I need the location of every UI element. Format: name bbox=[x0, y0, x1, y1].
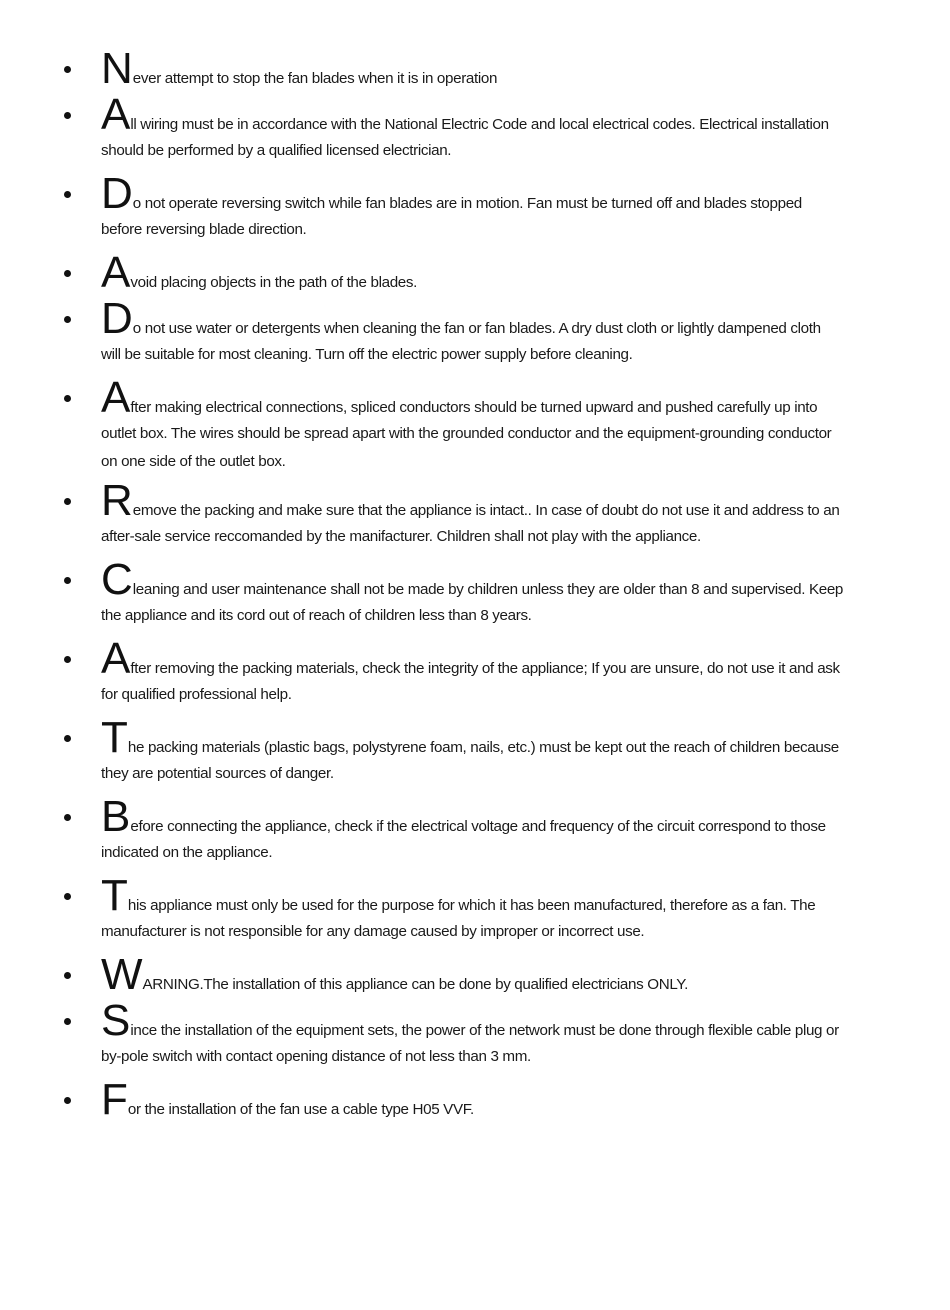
list-item bbox=[64, 996, 864, 1073]
drop-cap-letter: A bbox=[101, 373, 130, 422]
list-item-line bbox=[101, 417, 864, 450]
drop-cap-letter: D bbox=[101, 294, 132, 343]
bullet-icon bbox=[64, 66, 71, 73]
list-item-line bbox=[101, 1075, 864, 1124]
list-item-text: for qualified professional help. bbox=[101, 686, 292, 703]
list-item bbox=[64, 44, 864, 93]
list-item-line bbox=[101, 678, 864, 711]
list-item-line bbox=[101, 44, 864, 93]
drop-cap-letter: T bbox=[101, 713, 127, 762]
list-item-line bbox=[101, 555, 864, 604]
list-item bbox=[64, 248, 864, 297]
drop-cap-letter: A bbox=[101, 634, 130, 683]
safety-instructions-list bbox=[64, 44, 864, 1124]
list-item bbox=[64, 294, 864, 371]
drop-cap-letter: C bbox=[101, 555, 132, 604]
bullet-icon bbox=[64, 972, 71, 979]
list-item-text: should be performed by a qualified licensed electrician. bbox=[101, 142, 452, 159]
bullet-icon bbox=[64, 112, 71, 119]
list-item-text: ever attempt to stop the fan blades when it is in operation bbox=[132, 70, 498, 87]
list-item-line bbox=[101, 169, 864, 218]
bullet-icon bbox=[64, 1018, 71, 1025]
list-item bbox=[64, 555, 864, 632]
list-item-line bbox=[101, 996, 864, 1045]
list-item-line bbox=[101, 294, 864, 343]
list-item bbox=[64, 373, 864, 474]
list-item-text: will be suitable for most cleaning. Turn off the electric power supply before cleaning. bbox=[101, 346, 633, 363]
list-item-text: ince the installation of the equipment sets, the power of the network must be done through flexible cable plug or bbox=[130, 1022, 839, 1039]
list-item-line bbox=[101, 871, 864, 920]
bullet-icon bbox=[64, 577, 71, 584]
bullet-icon bbox=[64, 316, 71, 323]
bullet-icon bbox=[64, 270, 71, 277]
list-item bbox=[64, 950, 864, 999]
list-item-text: outlet box. The wires should be spread apart with the grounded conductor and the equipment-grounding conductor bbox=[101, 425, 832, 442]
drop-cap-letter: R bbox=[101, 476, 132, 525]
list-item-text: fter removing the packing materials, check the integrity of the appliance; If you are unsure, do not use it and ask bbox=[130, 660, 840, 677]
list-item-text: ll wiring must be in accordance with the National Electric Code and local electrical codes. Electrical installation bbox=[130, 116, 829, 133]
list-item-line bbox=[101, 338, 864, 371]
list-item-line bbox=[101, 599, 864, 632]
list-item bbox=[64, 476, 864, 553]
list-item-line bbox=[101, 915, 864, 948]
list-item-text: void placing objects in the path of the blades. bbox=[130, 274, 418, 291]
list-item-line bbox=[101, 836, 864, 869]
list-item bbox=[64, 634, 864, 711]
list-item-text: fter making electrical connections, spliced conductors should be turned upward and pushed carefully up into bbox=[130, 399, 818, 416]
list-item-line bbox=[101, 450, 864, 474]
list-item bbox=[64, 713, 864, 790]
drop-cap-letter: A bbox=[101, 90, 130, 139]
list-item-line bbox=[101, 757, 864, 790]
bullet-icon bbox=[64, 893, 71, 900]
list-item-text: his appliance must only be used for the purpose for which it has been manufactured, therefore as a fan. The bbox=[127, 897, 816, 914]
list-item-line bbox=[101, 134, 864, 167]
list-item bbox=[64, 169, 864, 246]
list-item-text: by-pole switch with contact opening distance of not less than 3 mm. bbox=[101, 1048, 531, 1065]
list-item-text: manufacturer is not responsible for any damage caused by improper or incorrect use. bbox=[101, 923, 645, 940]
list-item-line bbox=[101, 373, 864, 422]
list-item bbox=[64, 1075, 864, 1124]
drop-cap-letter: T bbox=[101, 871, 127, 920]
list-item-line bbox=[101, 792, 864, 841]
list-item-line bbox=[101, 90, 864, 139]
drop-cap-letter: F bbox=[101, 1075, 127, 1124]
bullet-icon bbox=[64, 498, 71, 505]
list-item-line bbox=[101, 634, 864, 683]
drop-cap-letter: N bbox=[101, 44, 132, 93]
list-item-text: he packing materials (plastic bags, polystyrene foam, nails, etc.) must be kept out the reach of children because bbox=[127, 739, 839, 756]
list-item bbox=[64, 90, 864, 167]
list-item-line bbox=[101, 248, 864, 297]
bullet-icon bbox=[64, 814, 71, 821]
bullet-icon bbox=[64, 656, 71, 663]
drop-cap-letter: A bbox=[101, 248, 130, 297]
list-item-line bbox=[101, 476, 864, 525]
list-item-line bbox=[101, 713, 864, 762]
list-item-text: they are potential sources of danger. bbox=[101, 765, 334, 782]
bullet-icon bbox=[64, 1097, 71, 1104]
list-item-text: emove the packing and make sure that the appliance is intact.. In case of doubt do not use it and address to an bbox=[132, 502, 840, 519]
drop-cap-letter: B bbox=[101, 792, 130, 841]
list-item-text: or the installation of the fan use a cable type H05 VVF. bbox=[127, 1101, 474, 1118]
list-item-line bbox=[101, 1040, 864, 1073]
bullet-icon bbox=[64, 735, 71, 742]
bullet-icon bbox=[64, 191, 71, 198]
drop-cap-letter: W bbox=[101, 950, 142, 999]
list-item-text: leaning and user maintenance shall not be made by children unless they are older than 8 and supervised. Keep bbox=[132, 581, 844, 598]
list-item-line bbox=[101, 213, 864, 246]
bullet-icon bbox=[64, 395, 71, 402]
list-item-line bbox=[101, 950, 864, 999]
list-item-text: efore connecting the appliance, check if the electrical voltage and frequency of the circuit correspond to those bbox=[130, 818, 826, 835]
drop-cap-letter: S bbox=[101, 996, 130, 1045]
list-item-text: the appliance and its cord out of reach of children less than 8 years. bbox=[101, 607, 532, 624]
list-item-text: on one side of the outlet box. bbox=[101, 453, 286, 470]
list-item bbox=[64, 792, 864, 869]
list-item-line bbox=[101, 520, 864, 553]
drop-cap-letter: D bbox=[101, 169, 132, 218]
list-item-text: after-sale service reccomanded by the manifacturer. Children shall not play with the appliance. bbox=[101, 528, 701, 545]
list-item-text: o not use water or detergents when cleaning the fan or fan blades. A dry dust cloth or lightly dampened cloth bbox=[132, 320, 821, 337]
list-item-text: before reversing blade direction. bbox=[101, 221, 307, 238]
list-item-text: indicated on the appliance. bbox=[101, 844, 273, 861]
list-item bbox=[64, 871, 864, 948]
list-item-text: ARNING.The installation of this appliance can be done by qualified electricians ONLY. bbox=[142, 976, 688, 993]
list-item-text: o not operate reversing switch while fan blades are in motion. Fan must be turned off and blades stopped bbox=[132, 195, 802, 212]
